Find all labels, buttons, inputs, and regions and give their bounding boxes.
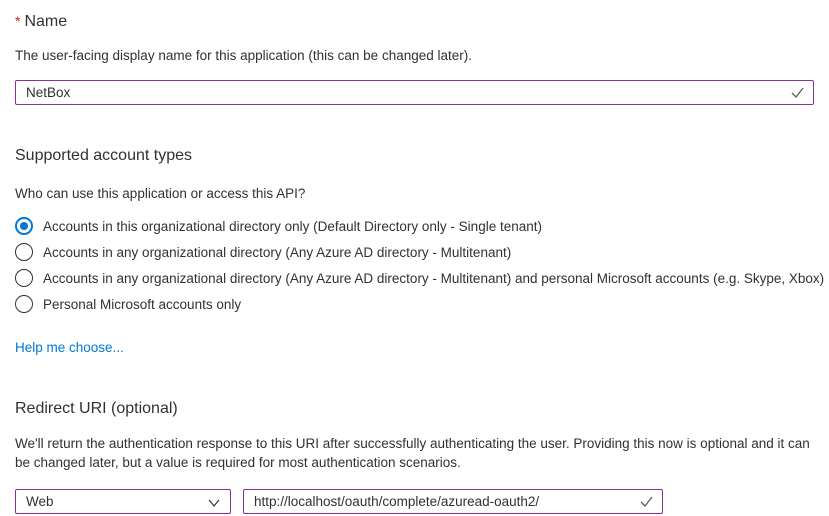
help-me-choose-link[interactable]: Help me choose... bbox=[15, 340, 124, 355]
radio-option-multitenant[interactable] bbox=[15, 239, 814, 265]
radio-option-single-tenant[interactable] bbox=[15, 213, 814, 239]
account-types-question: Who can use this application or access this API? bbox=[15, 186, 306, 201]
radio-option-label: Accounts in this organizational directory only (Default Directory only - Single tenant) bbox=[43, 218, 542, 234]
radio-option-multitenant-personal[interactable] bbox=[15, 265, 825, 291]
name-description: The user-facing display name for this application (this can be changed later). bbox=[15, 48, 472, 63]
redirect-uri-input-container bbox=[243, 489, 663, 514]
platform-select-value: Web bbox=[26, 494, 54, 509]
chevron-down-icon bbox=[207, 496, 221, 514]
redirect-uri-description: We'll return the authentication response to this URI after successfully authenticating the user. Providing this now is optional and it can be changed later, but a value is required for most authentication scenarios. bbox=[15, 436, 810, 470]
name-input[interactable] bbox=[15, 80, 814, 105]
redirect-uri-title: Redirect URI (optional) bbox=[15, 400, 178, 417]
radio-option-personal-only[interactable] bbox=[15, 291, 814, 317]
radio-button-icon[interactable] bbox=[15, 269, 33, 287]
radio-button-icon[interactable] bbox=[15, 243, 33, 261]
name-section-title bbox=[15, 12, 814, 31]
radio-option-label: Personal Microsoft accounts only bbox=[43, 296, 242, 312]
platform-select-dropdown[interactable] bbox=[15, 489, 231, 514]
name-title-text: Name bbox=[24, 13, 68, 30]
radio-option-label: Accounts in any organizational directory (Any Azure AD directory - Multitenant) bbox=[43, 244, 512, 260]
radio-button-icon[interactable] bbox=[15, 217, 33, 235]
account-types-radio-group bbox=[15, 213, 825, 317]
redirect-uri-row bbox=[15, 489, 814, 514]
required-marker: * bbox=[15, 13, 21, 29]
redirect-uri-input[interactable] bbox=[243, 489, 663, 514]
radio-option-label: Accounts in any organizational directory (Any Azure AD directory - Multitenant) and personal Microsoft accounts (e.g. Skype, Xbox) bbox=[43, 270, 825, 286]
radio-button-icon[interactable] bbox=[15, 295, 33, 313]
name-input-container bbox=[15, 80, 814, 105]
account-types-title: Supported account types bbox=[15, 147, 193, 164]
